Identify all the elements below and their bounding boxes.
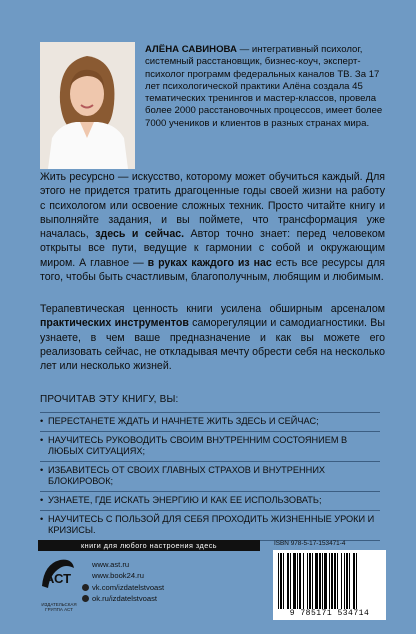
barcode — [273, 550, 386, 620]
p2-part-c: саморегуляции и самодиагностики. Вы узнаете, в чем ваше предназначение и как вы можете его реализовать сейчас, не откладывая мечту обрести себя на несколько лет или несколько жизней. — [40, 317, 385, 373]
barcode-bars — [276, 553, 383, 609]
barcode-bar — [312, 553, 313, 609]
barcode-bar — [346, 553, 348, 609]
barcode-bar — [293, 553, 296, 609]
list-item: • НАУЧИТЕСЬ С ПОЛЬЗОЙ ДЛЯ СЕБЯ ПРОХОДИТЬ ЖИЗНЕННЫЕ УРОКИ И КРИЗИСЫ. — [40, 510, 380, 541]
barcode-bar — [283, 553, 284, 609]
link-ast[interactable]: www.ast.ru — [92, 560, 130, 569]
barcode-bar — [290, 553, 291, 609]
link-ok[interactable]: ok.ru/izdatelstvoast — [92, 593, 157, 603]
barcode-bar — [334, 553, 336, 609]
link-row — [82, 570, 164, 581]
barcode-bar — [353, 553, 355, 609]
barcode-bar — [329, 553, 330, 609]
p2-part-a: Терапевтическая ценность книги усилена обширным арсеналом — [40, 303, 385, 315]
author-bio-text: — интегративный психолог, системный расстановщик, бизнес-коуч, эксперт-психолог программ федеральных каналов ТВ. За 17 лет психологической практики Алёна создала 45 тематических тренингов и мастер-классов, провела более 2000 расстановочных процессов, имеет более 7000 учеников и клиентов в разных странах мира. — [145, 44, 383, 129]
link-row — [82, 582, 164, 593]
barcode-bar — [324, 553, 327, 609]
vk-icon — [82, 584, 89, 591]
author-bio — [145, 44, 385, 130]
barcode-bar — [341, 553, 342, 609]
barcode-bar — [322, 553, 323, 609]
barcode-bar — [307, 553, 308, 609]
series-banner: книги для любого настроения здесь — [38, 540, 260, 551]
barcode-bar — [280, 553, 282, 609]
publisher-logo — [40, 556, 76, 600]
list-item: • ПЕРЕСТАНЕТЕ ЖДАТЬ И НАЧНЕТЕ ЖИТЬ ЗДЕСЬ И СЕЙЧАС; — [40, 412, 380, 431]
author-portrait-image — [40, 42, 135, 169]
barcode-bar — [356, 553, 357, 609]
description-paragraph-2 — [40, 302, 385, 373]
isbn-label: ISBN 978-5-17-153471-4 — [274, 540, 346, 547]
publisher-caption: ИЗДАТЕЛЬСКАЯ ГРУППА АСТ — [41, 602, 77, 612]
benefits-list — [40, 412, 380, 541]
link-book24[interactable]: www.book24.ru — [92, 571, 144, 581]
barcode-bar — [344, 553, 345, 609]
link-vk[interactable]: vk.com/izdatelstvoast — [92, 582, 165, 592]
publisher-links — [82, 559, 164, 604]
barcode-digits: 9 785171 534714 — [289, 609, 370, 618]
barcode-bar — [319, 553, 321, 609]
list-item: • ИЗБАВИТЕСЬ ОТ СВОИХ ГЛАВНЫХ СТРАХОВ И ВНУТРЕННИХ БЛОКИРОВОК; — [40, 461, 380, 491]
p1-bold-here-and-now: здесь и сейчас. — [95, 228, 185, 241]
list-item: • УЗНАЕТЕ, ГДЕ ИСКАТЬ ЭНЕРГИЮ И КАК ЕЕ ИСПОЛЬЗОВАТЬ; — [40, 491, 380, 510]
description-paragraph-1 — [40, 170, 385, 284]
link-row — [82, 593, 164, 604]
barcode-bar — [303, 553, 304, 609]
barcode-bar — [337, 553, 338, 609]
p2-bold-tools: практических инструментов — [40, 317, 189, 330]
list-item: • НАУЧИТЕСЬ РУКОВОДИТЬ СВОИМ ВНУТРЕННИМ СОСТОЯНИЕМ В ЛЮБЫХ СИТУАЦИЯХ; — [40, 431, 380, 461]
barcode-bar — [287, 553, 289, 609]
author-name: АЛЁНА САВИНОВА — [145, 44, 237, 55]
link-row — [82, 559, 164, 570]
benefits-title: ПРОЧИТАВ ЭТУ КНИГУ, ВЫ: — [40, 394, 179, 405]
p1-part-a: Жить ресурсно — искусство, которому может обучиться каждый. Для этого не придется тратить драгоценные годы своей жизни на работу с психологом или освоение сложных техник. Просто читайте книгу и выполняйте задания, и вы поймете, что трансформация уже началась, — [40, 171, 385, 241]
barcode-bar — [331, 553, 333, 609]
logo-text: АСТ — [44, 571, 72, 586]
barcode-bar — [349, 553, 350, 609]
p1-part-e: есть все ресурсы для того, чтобы быть счастливым, благополучным, любящим и любимым. — [40, 256, 385, 284]
barcode-bar — [309, 553, 311, 609]
barcode-bar — [278, 553, 279, 609]
barcode-bar — [297, 553, 298, 609]
barcode-bar — [315, 553, 318, 609]
barcode-bar — [299, 553, 301, 609]
ok-icon — [82, 595, 89, 602]
ast-logo-icon — [40, 556, 76, 592]
p1-bold-in-hands: в руках каждого из нас — [147, 256, 272, 269]
author-photo — [40, 42, 135, 169]
p1-part-c: Автор точно знает: перед человеком открыты все пути, ведущие к гармонии с собой и окружающим миром. А главное — — [40, 228, 385, 269]
